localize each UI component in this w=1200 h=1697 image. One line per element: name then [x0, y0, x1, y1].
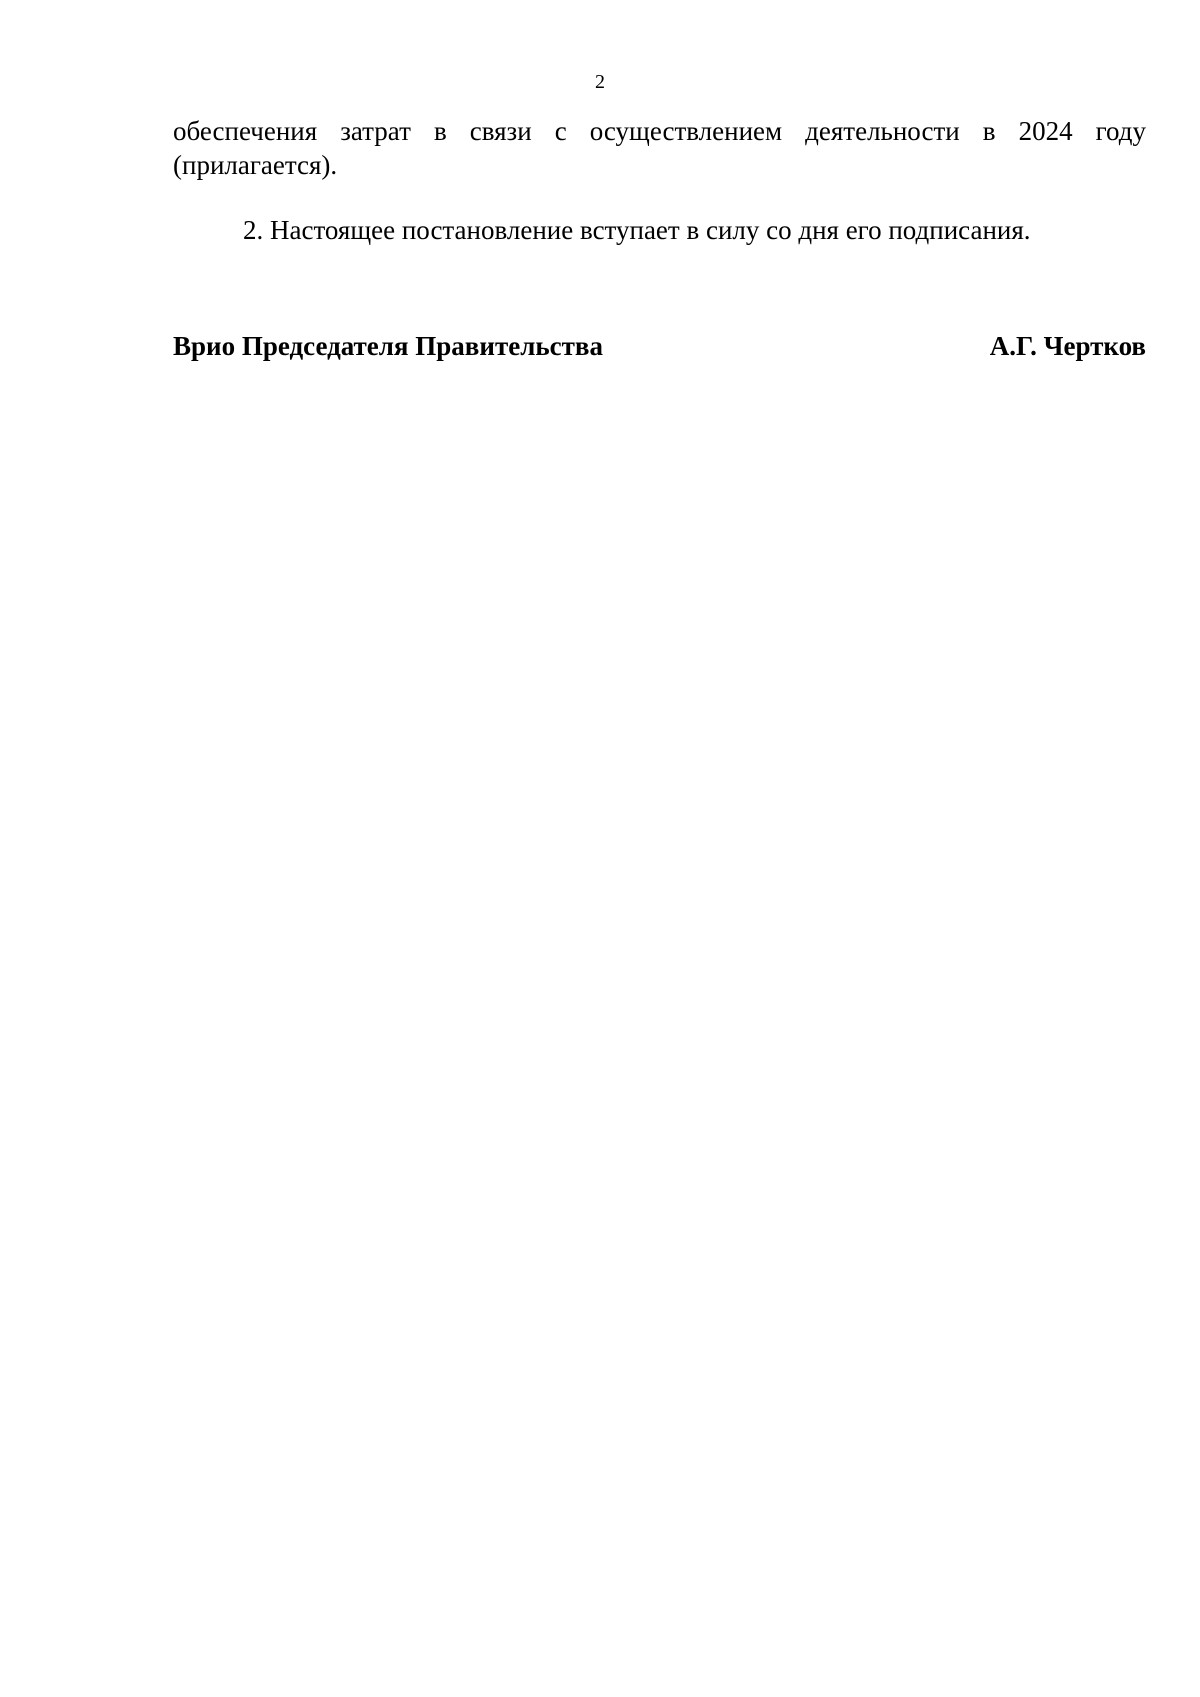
signature-block	[173, 329, 1146, 365]
paragraph-line: (прилагается).	[173, 150, 338, 180]
paragraph-continuation	[173, 114, 1146, 182]
paragraph-line: обеспечения затрат в связи с осуществлением деятельности в 2024 году	[173, 116, 1146, 146]
signatory-name: А.Г. Чертков	[989, 331, 1146, 361]
page-number: 2	[595, 71, 605, 93]
signatory-title: Врио Председателя Правительства	[173, 331, 603, 361]
paragraph-effective-date: 2. Настоящее постановление вступает в силу со дня его подписания.	[243, 215, 1031, 245]
